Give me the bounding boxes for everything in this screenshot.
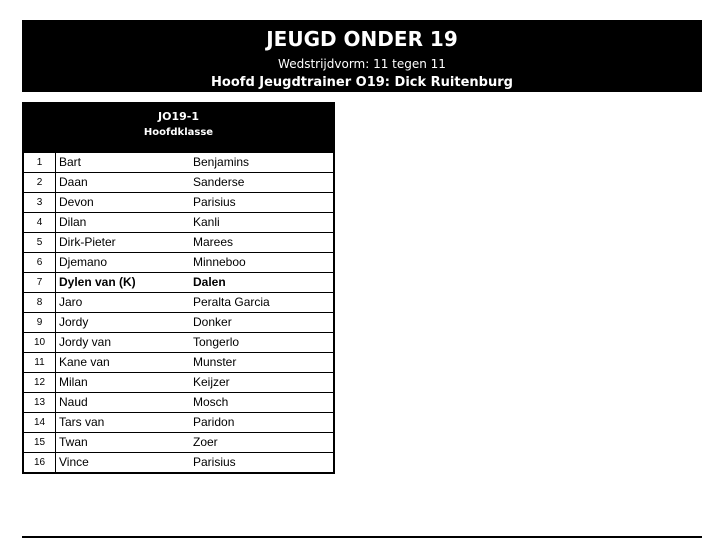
player-first-name: Dylen van (K) (59, 275, 136, 289)
player-number: 6 (24, 253, 56, 272)
player-first-name: Twan (59, 435, 88, 449)
player-number: 9 (24, 313, 56, 332)
player-number: 14 (24, 413, 56, 432)
player-row (24, 332, 333, 352)
player-last-name: Dalen (193, 275, 226, 289)
player-row (24, 212, 333, 232)
player-row (24, 192, 333, 212)
player-row (24, 412, 333, 432)
player-last-name: Keijzer (193, 375, 230, 389)
player-number: 8 (24, 293, 56, 312)
player-row (24, 292, 333, 312)
player-last-name: Minneboo (193, 255, 246, 269)
player-number: 2 (24, 173, 56, 192)
player-row (24, 312, 333, 332)
bottom-divider (22, 536, 702, 538)
player-first-name: Daan (59, 175, 88, 189)
player-row (24, 232, 333, 252)
player-first-name: Jaro (59, 295, 83, 309)
player-last-name: Tongerlo (193, 335, 240, 349)
player-number: 11 (24, 353, 56, 372)
player-number: 16 (24, 453, 56, 472)
player-first-name: Dirk-Pieter (59, 235, 116, 249)
player-last-name: Donker (193, 315, 232, 329)
player-first-name: Jordy van (59, 335, 112, 349)
player-last-name: Marees (193, 235, 234, 249)
player-first-name: Milan (59, 375, 88, 389)
player-row (24, 432, 333, 452)
player-row (24, 452, 333, 472)
player-list (24, 152, 333, 472)
player-row (24, 372, 333, 392)
player-number: 5 (24, 233, 56, 252)
player-last-name: Mosch (193, 395, 229, 409)
player-row (24, 272, 333, 292)
player-first-name: Vince (59, 455, 89, 469)
player-number: 4 (24, 213, 56, 232)
player-last-name: Sanderse (193, 175, 245, 189)
player-last-name: Munster (193, 355, 237, 369)
player-last-name: Peralta Garcia (193, 295, 270, 309)
player-last-name: Paridon (193, 415, 235, 429)
team-roster-table (22, 102, 335, 474)
team-class: Hoofdklasse (143, 127, 214, 138)
player-number: 3 (24, 193, 56, 212)
team-name: JO19-1 (158, 110, 199, 123)
player-row (24, 152, 333, 172)
player-first-name: Tars van (59, 415, 105, 429)
player-last-name: Parisius (193, 455, 236, 469)
player-number: 1 (24, 153, 56, 172)
player-last-name: Parisius (193, 195, 236, 209)
player-first-name: Bart (59, 155, 82, 169)
player-number: 12 (24, 373, 56, 392)
player-first-name: Naud (59, 395, 88, 409)
player-row (24, 392, 333, 412)
player-row (24, 352, 333, 372)
head-trainer: Hoofd Jeugdtrainer O19: Dick Ruitenburg (211, 75, 513, 90)
player-last-name: Kanli (193, 215, 220, 229)
team-header (24, 104, 333, 152)
player-row (24, 252, 333, 272)
player-number: 10 (24, 333, 56, 352)
player-first-name: Djemano (59, 255, 108, 269)
player-number: 7 (24, 273, 56, 292)
player-first-name: Devon (59, 195, 94, 209)
player-last-name: Zoer (193, 435, 218, 449)
page-title: JEUGD ONDER 19 (266, 27, 458, 51)
player-last-name: Benjamins (193, 155, 250, 169)
player-number: 13 (24, 393, 56, 412)
player-number: 15 (24, 433, 56, 452)
match-format: Wedstrijdvorm: 11 tegen 11 (278, 57, 446, 71)
page-header-banner (22, 20, 702, 92)
player-row (24, 172, 333, 192)
player-first-name: Dilan (59, 215, 87, 229)
player-first-name: Jordy (59, 315, 89, 329)
player-first-name: Kane van (59, 355, 110, 369)
